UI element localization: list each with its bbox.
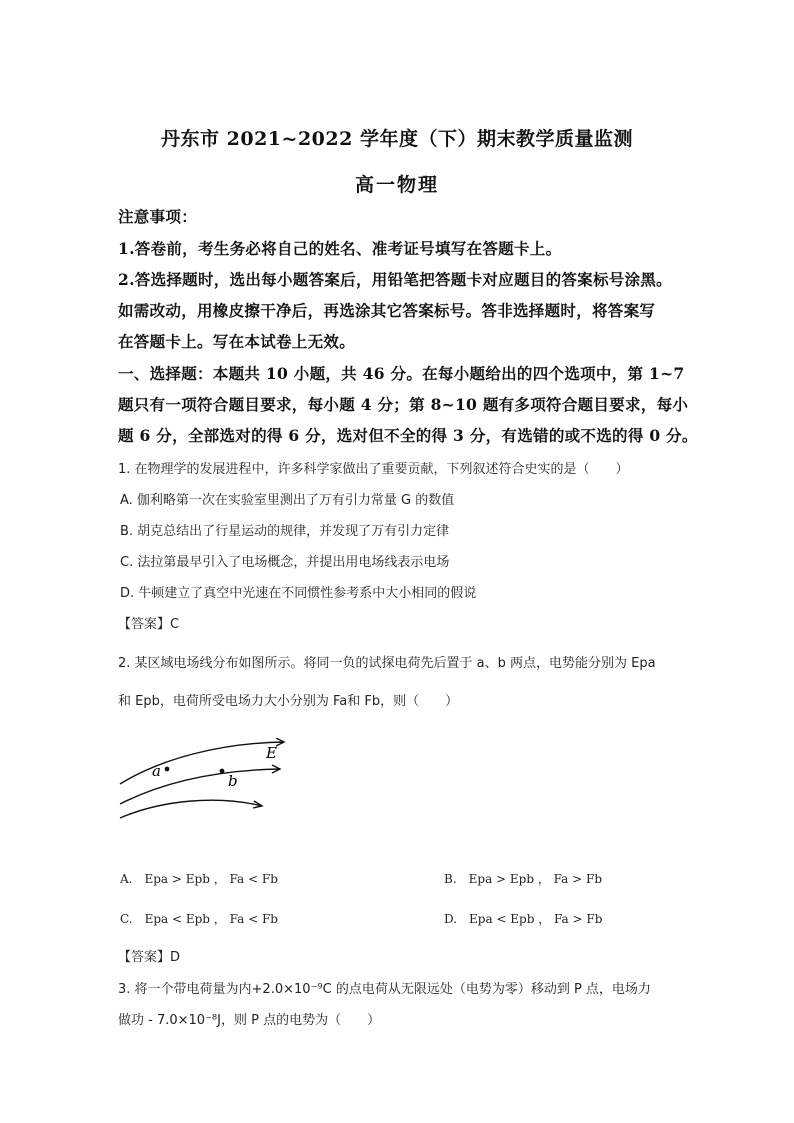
question-2-option-b: B. Epa > Epb ， Fa > Fb: [444, 872, 603, 886]
notice-line: 如需改动，用橡皮擦干净后，再选涂其它答案标号。答非选择题时，将答案写: [118, 301, 656, 320]
section-heading-line: 一、选择题：本题共 10 小题，共 46 分。在每小题给出的四个选项中，第 1~7: [118, 364, 685, 383]
field-line-bottom: [120, 800, 262, 818]
field-line-top: [120, 742, 284, 784]
field-label-e: E: [266, 744, 277, 762]
question-2-stem-line-2: 和 Epb，电荷所受电场力大小分别为 Fa和 Fb，则（ ）: [118, 694, 459, 709]
point-a-dot: [165, 767, 170, 772]
question-2-option-a: A. Epa > Epb ， Fa < Fb: [120, 872, 278, 886]
electric-field-figure: [112, 738, 292, 828]
section-heading-line: 题 6 分，全部选对的得 6 分，选对但不全的得 3 分，有选错的或不选的得 0 分。: [118, 426, 698, 445]
point-b-label: b: [228, 772, 238, 790]
question-3-stem-line-1: 3. 将一个带电荷量为内+2.0×10⁻⁹C 的点电荷从无限远处（电势为零）移动到 P 点，电场力: [118, 982, 651, 997]
notice-heading: 注意事项：: [118, 207, 198, 226]
point-b-dot: [220, 769, 225, 774]
field-line-middle: [120, 769, 280, 804]
notice-line: 1.答卷前，考生务必将自己的姓名、准考证号填写在答题卡上。: [118, 239, 562, 258]
question-1-option-c: C. 法拉第最早引入了电场概念，并提出用电场线表示电场: [120, 555, 450, 570]
question-3-stem-line-2: 做功 - 7.0×10⁻⁸J，则 P 点的电势为（ ）: [118, 1013, 381, 1028]
question-1-stem: 1. 在物理学的发展进程中，许多科学家做出了重要贡献，下列叙述符合史实的是（ ）: [118, 462, 629, 477]
page-title: 丹东市 2021~2022 学年度（下）期末教学质量监测: [161, 128, 633, 150]
question-2-option-d: D. Epa < Epb ， Fa > Fb: [444, 912, 603, 926]
question-2-stem-line-1: 2. 某区域电场线分布如图所示。将同一负的试探电荷先后置于 a、b 两点，电势能分别为 Epa: [118, 656, 656, 671]
question-2-answer: 【答案】D: [118, 950, 181, 965]
question-2-option-c: C. Epa < Epb ， Fa < Fb: [120, 912, 278, 926]
question-1-option-b: B. 胡克总结出了行星运动的规律，并发现了万有引力定律: [120, 524, 450, 539]
question-1-option-a: A. 伽利略第一次在实验室里测出了万有引力常量 G 的数值: [120, 493, 455, 508]
notice-line: 在答题卡上。写在本试卷上无效。: [118, 332, 356, 351]
section-heading-line: 题只有一项符合题目要求，每小题 4 分；第 8~10 题有多项符合题目要求，每小: [118, 395, 689, 414]
notice-line: 2.答选择题时，选出每小题答案后，用铅笔把答题卡对应题目的答案标号涂黑。: [118, 270, 672, 289]
page-subtitle: 高一物理: [354, 174, 439, 196]
question-1-answer: 【答案】C: [118, 617, 180, 632]
question-1-option-d: D. 牛顿建立了真空中光速在不同惯性参考系中大小相同的假说: [120, 586, 477, 601]
point-a-label: a: [152, 762, 161, 780]
